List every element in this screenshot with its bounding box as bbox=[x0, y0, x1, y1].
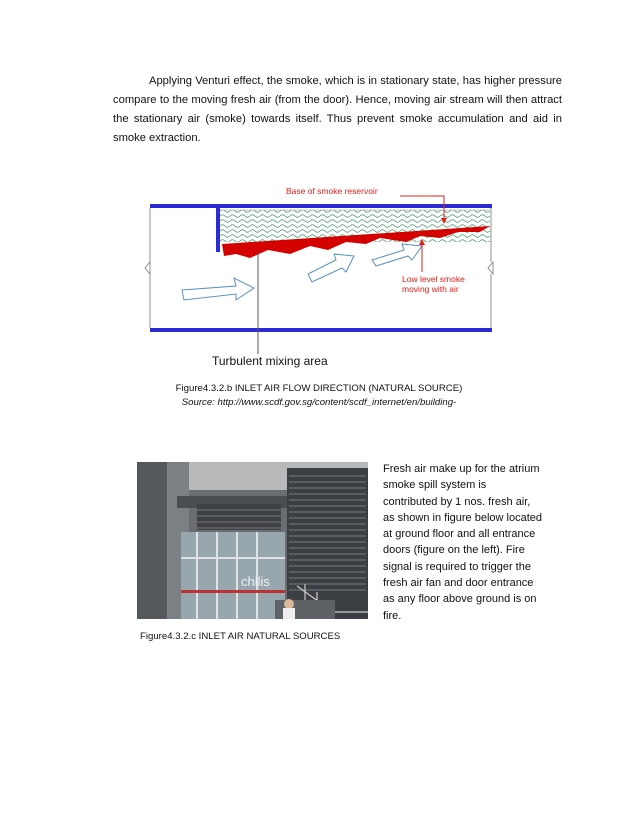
person bbox=[284, 599, 294, 609]
airflow-diagram bbox=[140, 178, 500, 356]
turbulent-mixing-label: Turbulent mixing area bbox=[212, 354, 328, 368]
figure-b-caption: Figure4.3.2.b INLET AIR FLOW DIRECTION (NATURAL SOURCE) bbox=[175, 383, 463, 394]
roof-wall bbox=[150, 204, 492, 208]
fresh-air-intake-louvers bbox=[287, 468, 368, 619]
flow-arrow-2 bbox=[308, 254, 354, 282]
entrance-photo bbox=[137, 462, 368, 619]
figure-c-caption: Figure4.3.2.c INLET AIR NATURAL SOURCES bbox=[140, 631, 341, 642]
chilis-sign: chilis bbox=[241, 574, 270, 589]
side-paragraph: Fresh air make up for the atrium smoke spill system is contributed by 1 nos. fresh air, as shown in figure below located at ground floor and all entrance doors (figure on the left). Fire signal is required to trigger the fresh air fan and door entrance as any floor above ground is on fire. bbox=[383, 463, 542, 622]
flow-arrow-1 bbox=[182, 278, 254, 300]
louver-grille bbox=[197, 504, 281, 530]
floor-wall bbox=[150, 328, 492, 332]
body-paragraph: Applying Venturi effect, the smoke, which is in stationary state, has higher pressure compare to the moving fresh air (from the door). Hence, moving air stream will then attract the stationary air (smoke) towards itself. Thus prevent smoke accumulation and aid in smoke extraction. bbox=[113, 75, 562, 144]
inner-wall bbox=[216, 208, 220, 252]
base-of-smoke-reservoir-label: Base of smoke reservoir bbox=[286, 186, 378, 196]
figure-b-source: Source: http://www.scdf.gov.sg/content/scdf_internet/en/building- bbox=[181, 397, 457, 408]
low-level-smoke-label: Low level smoke bbox=[402, 274, 465, 284]
flow-arrow-3 bbox=[372, 244, 422, 266]
moving-with-air-label: moving with air bbox=[402, 284, 459, 294]
